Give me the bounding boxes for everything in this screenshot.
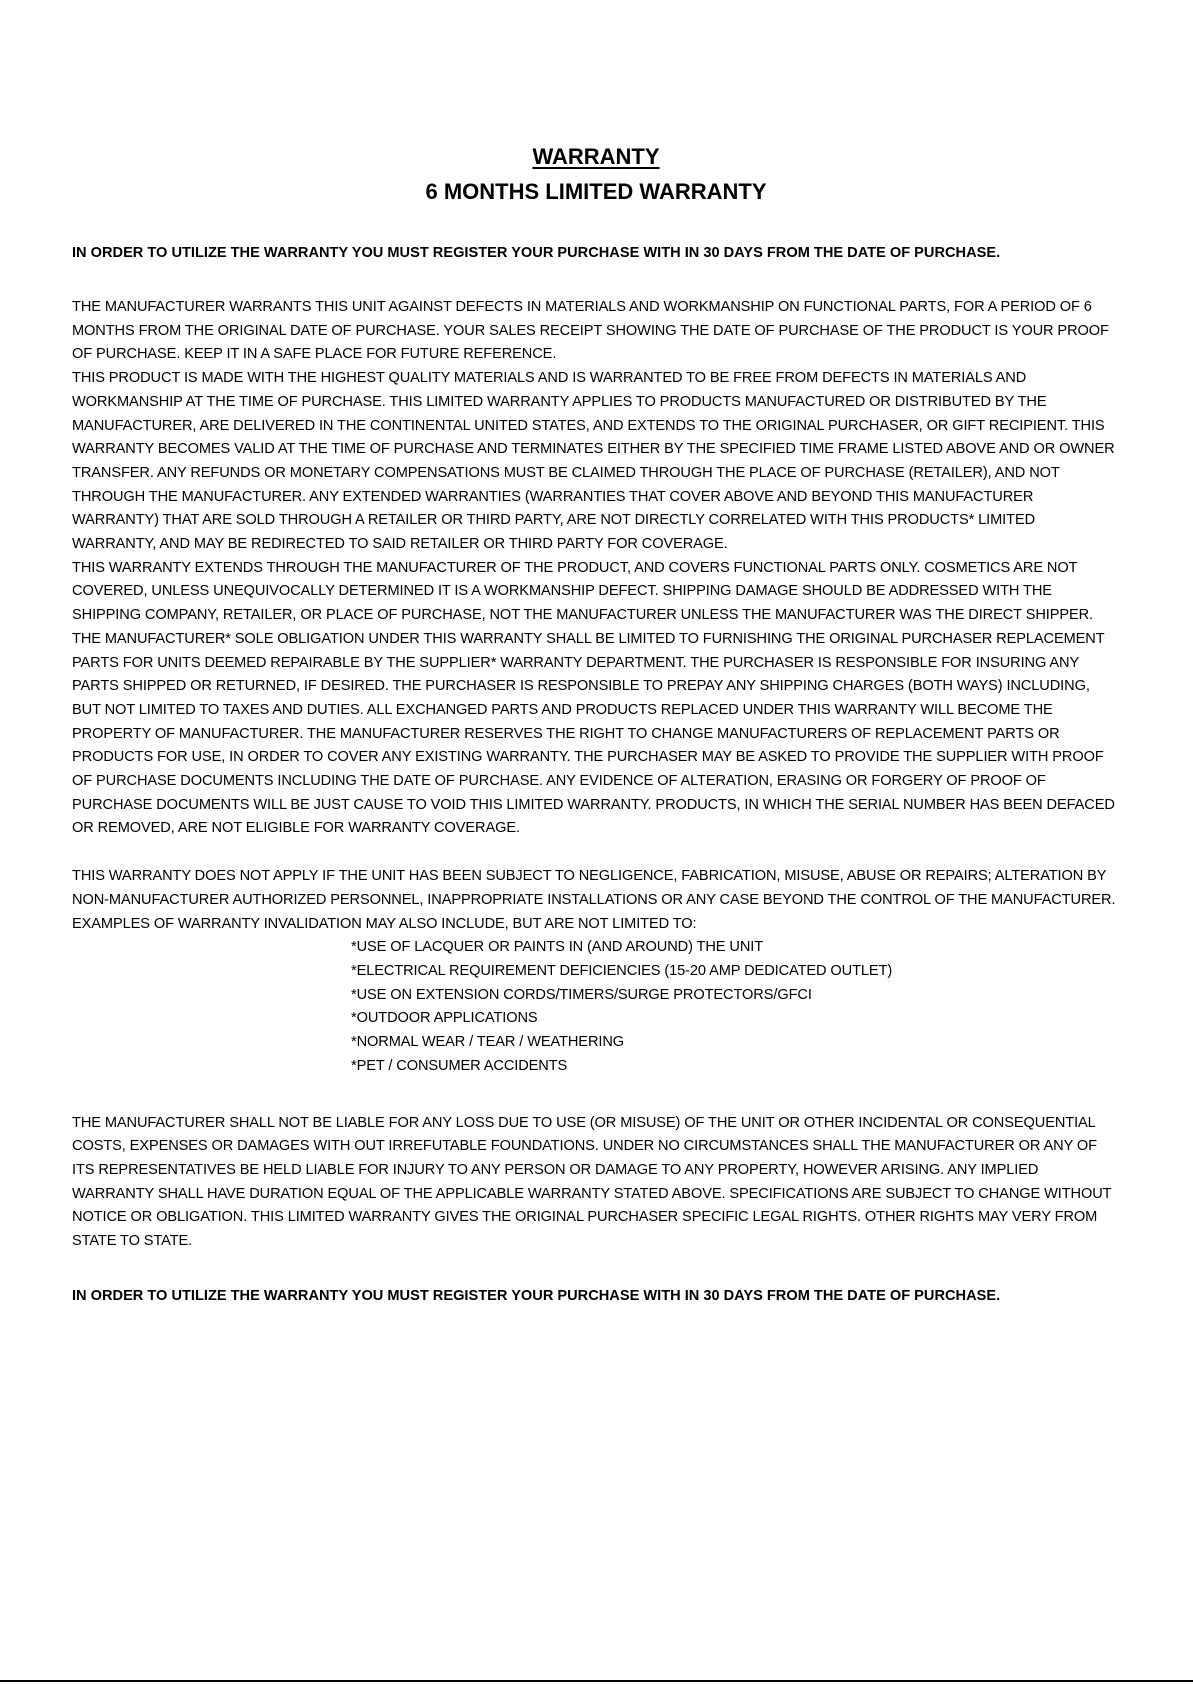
liability-section <box>72 1112 1120 1254</box>
document-title <box>72 143 1120 171</box>
exclusion-item: *USE OF LACQUER OR PAINTS IN (AND AROUND) THE UNIT <box>351 939 764 956</box>
exclusion-item: *PET / CONSUMER ACCIDENTS <box>351 1057 568 1074</box>
warranty-document <box>72 143 1120 1306</box>
exclusion-item: *ELECTRICAL REQUIREMENT DEFICIENCIES (15-20 AMP DEDICATED OUTLET) <box>351 962 893 979</box>
exclusion-item: *USE ON EXTENSION CORDS/TIMERS/SURGE PROTECTORS/GFCI <box>351 986 812 1003</box>
exclusion-item: *NORMAL WEAR / TEAR / WEATHERING <box>351 1034 625 1051</box>
paragraph-exclusions-intro: THIS WARRANTY DOES NOT APPLY IF THE UNIT HAS BEEN SUBJECT TO NEGLIGENCE, FABRICATION, MISUSE, ABUSE OR REPAIRS; ALTERATION BY NON-MANUFACTURER AUTHORIZED PERSONNEL, INAPPROPRIATE INSTALLATIONS OR ANY CASE BEYOND THE CONTROL OF THE MANUFACTURER. EXAMPLES OF WARRANTY INVALIDATION MAY ALSO INCLUDE, BUT ARE NOT LIMITED TO: <box>72 868 1116 932</box>
warranty-terms <box>72 296 1120 841</box>
paragraph-functional-parts: THIS WARRANTY EXTENDS THROUGH THE MANUFACTURER OF THE PRODUCT, AND COVERS FUNCTIONAL PARTS ONLY. COSMETICS ARE NOT COVERED, UNLESS UNEQUIVOCALLY DETERMINED IT IS A WORKMANSHIP DEFECT. SHIPPING DAMAGE SHOULD BE ADDRESSED WITH THE SHIPPING COMPANY, RETAILER, OR PLACE OF PURCHASE, NOT THE MANUFACTURER UNLESS THE MANUFACTURER WAS THE DIRECT SHIPPER. <box>72 559 1094 624</box>
paragraph-obligations: THE MANUFACTURER* SOLE OBLIGATION UNDER THIS WARRANTY SHALL BE LIMITED TO FURNISHING THE ORIGINAL PURCHASER REPLACEMENT PARTS FOR UNITS DEEMED REPAIRABLE BY THE SUPPLIER* WARRANTY DEPARTMENT. THE PURCHASER IS RESPONSIBLE FOR INSURING ANY PARTS SHIPPED OR RETURNED, IF DESIRED. THE PURCHASER IS RESPONSIBLE TO PREPAY ANY SHIPPING CHARGES (BOTH WAYS) INCLUDING, BUT NOT LIMITED TO TAXES AND DUTIES. ALL EXCHANGED PARTS AND PRODUCTS REPLACED UNDER THIS WARRANTY WILL BECOME THE PROPERTY OF MANUFACTURER. THE MANUFACTURER RESERVES THE RIGHT TO CHANGE MANUFACTURERS OF REPLACEMENT PARTS OR PRODUCTS FOR USE, IN ORDER TO COVER ANY EXISTING WARRANTY. THE PURCHASER MAY BE ASKED TO PROVIDE THE SUPPLIER WITH PROOF OF PURCHASE DOCUMENTS INCLUDING THE DATE OF PURCHASE. ANY EVIDENCE OF ALTERATION, ERASING OR FORGERY OF PROOF OF PURCHASE DOCUMENTS WILL BE JUST CAUSE TO VOID THIS LIMITED WARRANTY. PRODUCTS, IN WHICH THE SERIAL NUMBER HAS BEEN DEFACED OR REMOVED, ARE NOT ELIGIBLE FOR WARRANTY COVERAGE. <box>72 630 1115 837</box>
exclusions-list <box>72 936 1120 1078</box>
registration-notice-top: IN ORDER TO UTILIZE THE WARRANTY YOU MUST REGISTER YOUR PURCHASE WITH IN 30 DAYS FROM THE DATE OF PURCHASE. <box>72 245 1001 261</box>
exclusion-item: *OUTDOOR APPLICATIONS <box>351 1010 538 1027</box>
paragraph-coverage-period: THE MANUFACTURER WARRANTS THIS UNIT AGAINST DEFECTS IN MATERIALS AND WORKMANSHIP ON FUNCTIONAL PARTS, FOR A PERIOD OF 6 MONTHS FROM THE ORIGINAL DATE OF PURCHASE. YOUR SALES RECEIPT SHOWING THE DATE OF PURCHASE OF THE PRODUCT IS YOUR PROOF OF PURCHASE. KEEP IT IN A SAFE PLACE FOR FUTURE REFERENCE. <box>72 299 1109 363</box>
paragraph-liability: THE MANUFACTURER SHALL NOT BE LIABLE FOR ANY LOSS DUE TO USE (OR MISUSE) OF THE UNIT OR OTHER INCIDENTAL OR CONSEQUENTIAL COSTS, EXPENSES OR DAMAGES WITH OUT IRREFUTABLE FOUNDATIONS. UNDER NO CIRCUMSTANCES SHALL THE MANUFACTURER OR ANY OF ITS REPRESENTATIVES BE HELD LIABLE FOR INJURY TO ANY PERSON OR DAMAGE TO ANY PROPERTY, HOWEVER ARISING. ANY IMPLIED WARRANTY SHALL HAVE DURATION EQUAL OF THE APPLICABLE WARRANTY STATED ABOVE. SPECIFICATIONS ARE SUBJECT TO CHANGE WITHOUT NOTICE OR OBLIGATION. THIS LIMITED WARRANTY GIVES THE ORIGINAL PURCHASER SPECIFIC LEGAL RIGHTS. OTHER RIGHTS MAY VERY FROM STATE TO STATE. <box>72 1114 1112 1250</box>
paragraph-quality-scope: THIS PRODUCT IS MADE WITH THE HIGHEST QUALITY MATERIALS AND IS WARRANTED TO BE FREE FROM DEFECTS IN MATERIALS AND WORKMANSHIP AT THE TIME OF PURCHASE. THIS LIMITED WARRANTY APPLIES TO PRODUCTS MANUFACTURED OR DISTRIBUTED BY THE MANUFACTURER, ARE DELIVERED IN THE CONTINENTAL UNITED STATES, AND EXTENDS TO THE ORIGINAL PURCHASER, OR GIFT RECIPIENT. THIS WARRANTY BECOMES VALID AT THE TIME OF PURCHASE AND TERMINATES EITHER BY THE SPECIFIED TIME FRAME LISTED ABOVE AND OR OWNER TRANSFER. ANY REFUNDS OR MONETARY COMPENSATIONS MUST BE CLAIMED THROUGH THE PLACE OF PURCHASE (RETAILER), AND NOT THROUGH THE MANUFACTURER. ANY EXTENDED WARRANTIES (WARRANTIES THAT COVER ABOVE AND BEYOND THIS MANUFACTURER WARRANTY) THAT ARE SOLD THROUGH A RETAILER OR THIRD PARTY, ARE NOT DIRECTLY CORRELATED WITH THIS PRODUCTS* LIMITED WARRANTY, AND MAY BE REDIRECTED TO SAID RETAILER OR THIRD PARTY FOR COVERAGE. <box>72 370 1115 553</box>
page-bottom-rule <box>0 1680 1193 1682</box>
warranty-exclusions-section <box>72 865 1120 1078</box>
registration-notice-bottom: IN ORDER TO UTILIZE THE WARRANTY YOU MUST REGISTER YOUR PURCHASE WITH IN 30 DAYS FROM THE DATE OF PURCHASE. <box>72 1287 1001 1304</box>
document-subtitle: 6 MONTHS LIMITED WARRANTY <box>425 179 767 204</box>
document-title-text: WARRANTY <box>532 144 660 169</box>
